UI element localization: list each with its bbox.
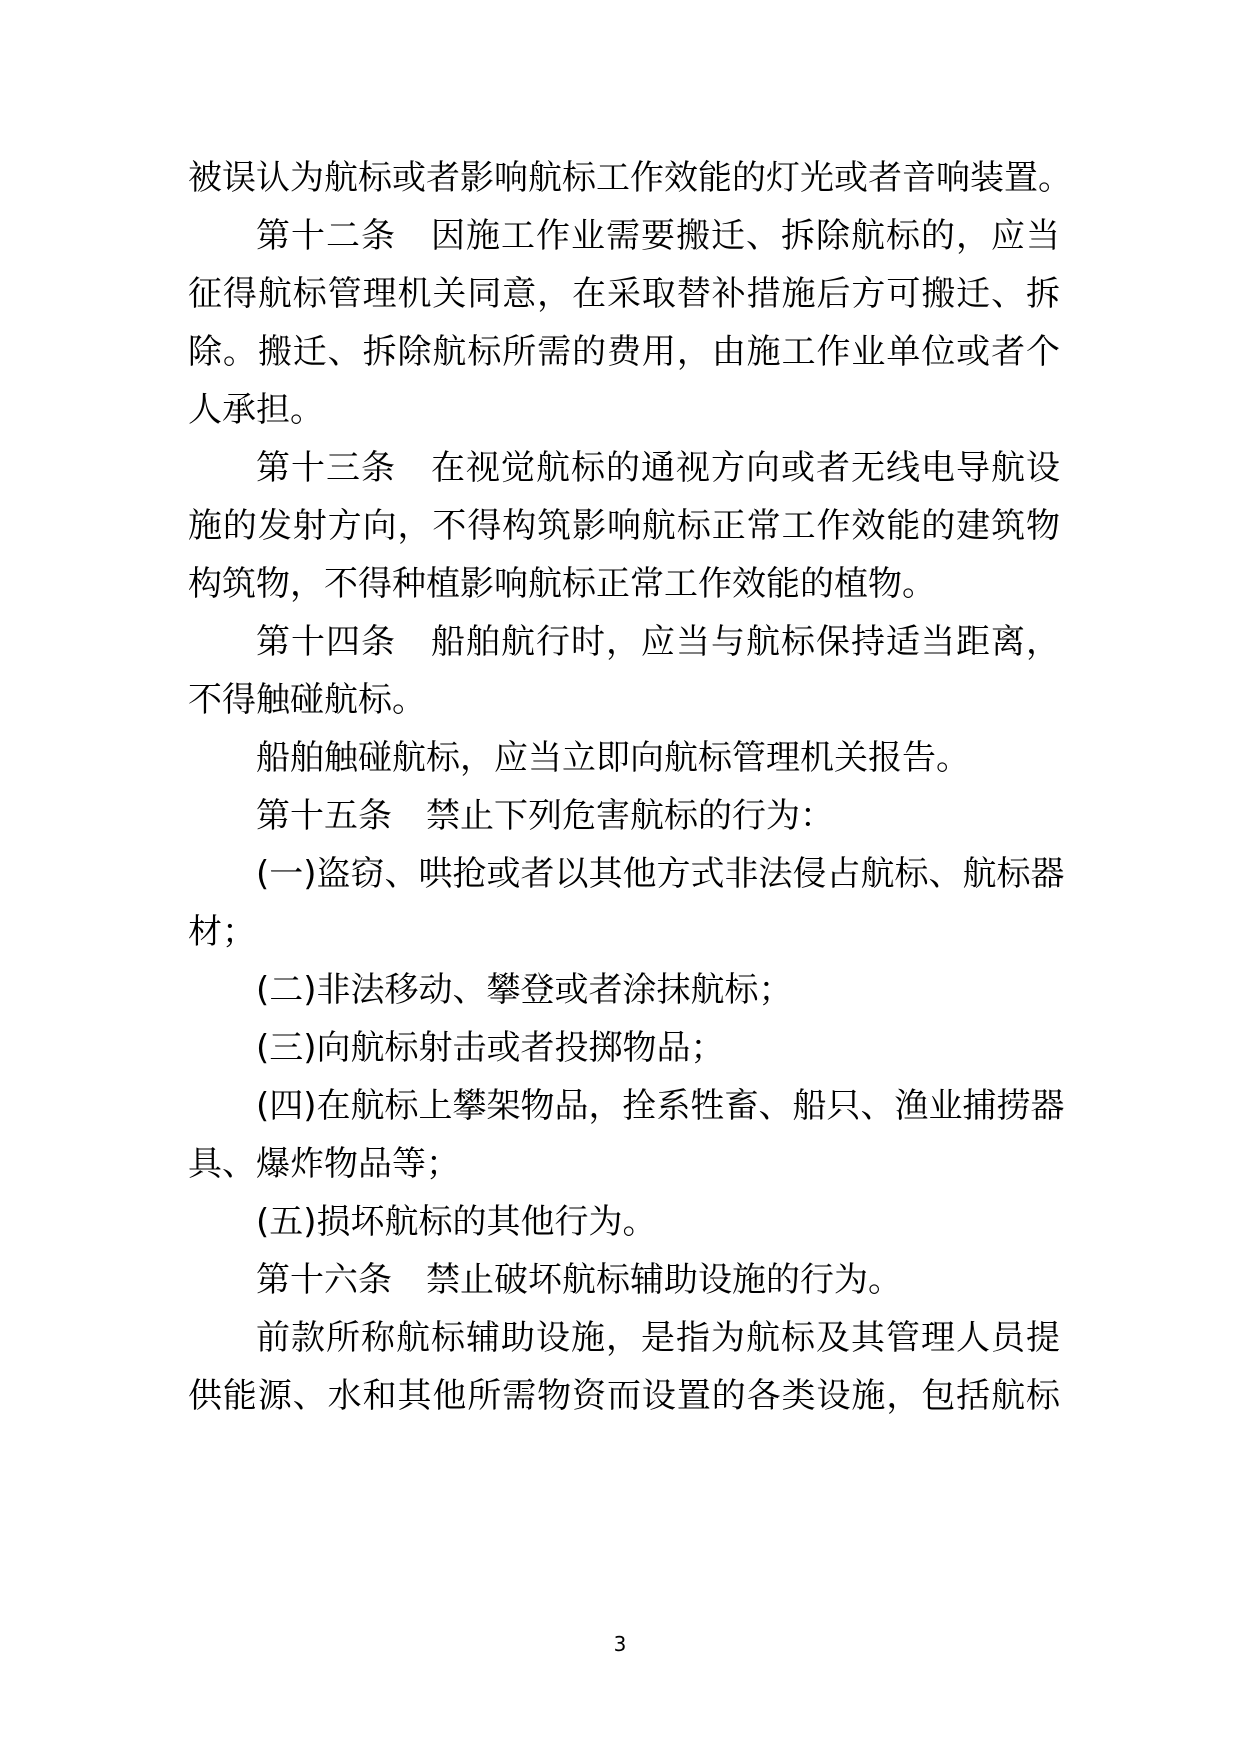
text-line: 材； [188,912,256,952]
text-line: 征得航标管理机关同意，在采取替补措施后方可搬迁、拆 [188,274,1060,314]
text-line: 具、爆炸物品等； [188,1144,460,1184]
text-line: 施的发射方向，不得构筑影响航标正常工作效能的建筑物 [188,506,1060,546]
text-line: 被误认为航标或者影响航标工作效能的灯光或者音响装置。 [188,158,1072,198]
article-13-heading-line: 第十三条 在视觉航标的通视方向或者无线电导航设 [256,448,1060,488]
list-item-4: (四)在航标上攀架物品，拴系牲畜、船只、渔业捕捞器 [256,1086,1065,1126]
article-16-heading-line: 第十六条 禁止破坏航标辅助设施的行为。 [256,1260,902,1300]
page-number: 3 [613,1632,627,1656]
list-item-1: (一)盗窃、哄抢或者以其他方式非法侵占航标、航标器 [256,854,1065,894]
list-item-2: (二)非法移动、攀登或者涂抹航标； [256,970,793,1010]
text-line: 除。搬迁、拆除航标所需的费用，由施工作业单位或者个 [188,332,1060,372]
text-line: 人承担。 [188,390,324,430]
article-14-heading-line: 第十四条 船舶航行时，应当与航标保持适当距离， [256,622,1060,662]
article-15-heading-line: 第十五条 禁止下列危害航标的行为： [256,796,834,836]
list-item-5: (五)损坏航标的其他行为。 [256,1202,657,1242]
text-line: 不得触碰航标。 [188,680,426,720]
text-line: 构筑物，不得种植影响航标正常工作效能的植物。 [188,564,936,604]
list-item-3: (三)向航标射击或者投掷物品； [256,1028,725,1068]
text-line: 供能源、水和其他所需物资而设置的各类设施，包括航标 [188,1376,1060,1416]
text-line: 前款所称航标辅助设施，是指为航标及其管理人员提 [256,1318,1060,1358]
article-12-heading-line: 第十二条 因施工作业需要搬迁、拆除航标的，应当 [256,216,1060,256]
text-line: 船舶触碰航标，应当立即向航标管理机关报告。 [256,738,970,778]
